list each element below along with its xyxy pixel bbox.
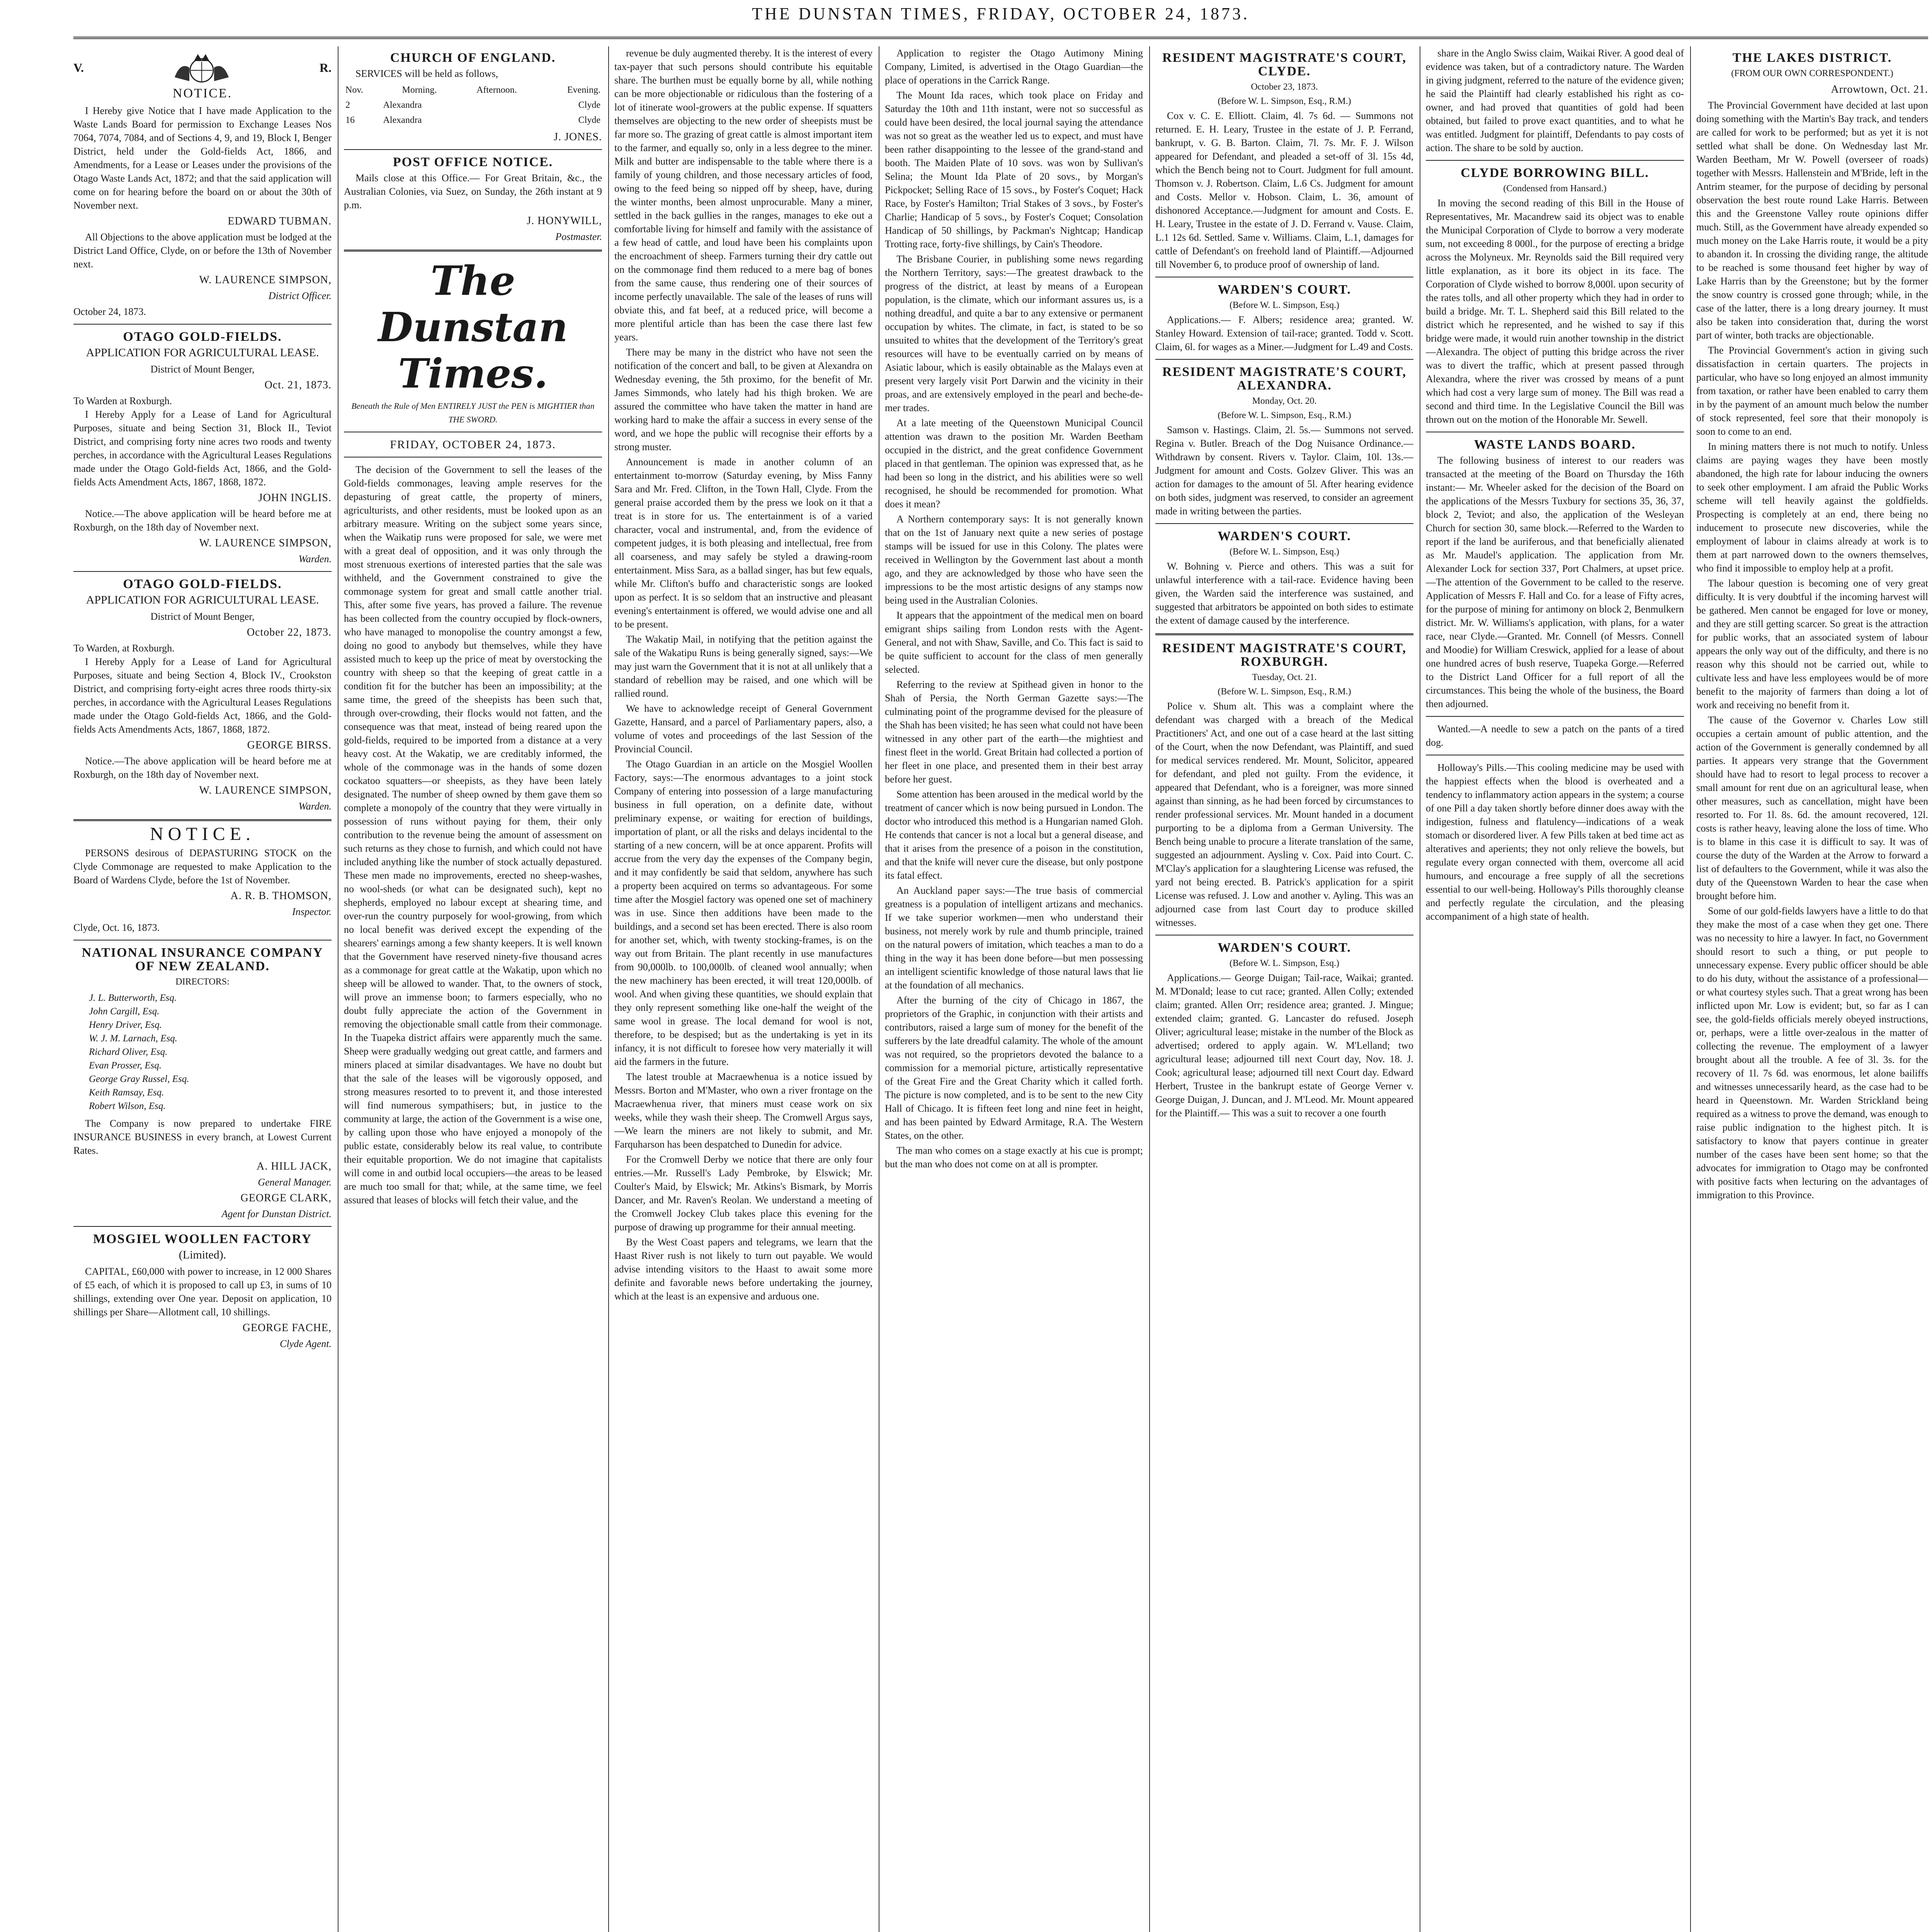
divider (1155, 523, 1413, 524)
column-6 (1426, 46, 1684, 1932)
page-masthead: THE DUNSTAN TIMES, FRIDAY, OCTOBER 24, 1873. (752, 4, 1250, 23)
evening-cell: Clyde (578, 115, 600, 125)
column-5 (1155, 46, 1413, 1932)
director-name: Keith Ramsay, Esq. (89, 1087, 164, 1098)
court-before: (Before W. L. Simpson, Esq., R.M.) (1218, 96, 1351, 106)
article-paragraph: The Provincial Government's action in giving such dissatisfaction in certain quarters. The projects in particular, who have so long enjoyed an almost immunity from taxation, or rather have been enabled to carry them in by the payment of an amount much below the number of stock represented, feel sore that their monopoly is soon to come to an end. (1696, 345, 1928, 437)
royal-crest-icon (167, 50, 236, 85)
notice-heading: NOTICE. (150, 824, 255, 844)
royal-letter-r: R. (319, 60, 332, 75)
court-title: RESIDENT MAGISTRATE'S COURT, CLYDE. (1162, 51, 1406, 78)
court-report: Applications.— F. Albers; residence area; granted. W. Stanley Howard. Extension of tail-race; granted. Todd v. Scott. Claim, 6l. for wages as a Miner.—Judgment for L.49 and Costs. (1155, 314, 1413, 352)
court-report: Applications.— George Duigan; Tail-race, Waikai; granted. M. M'Donald; lease to cut race; granted. Allen Colly; extended claim; granted. Allen Orr; residence area; granted. J. Mingue; extended claim; granted. G. Lancaster do refused. Joseph Oliver; agricultural lease; mistake in the number of the Block as advertised; ordered to apply again. W. M'Lelland; two agricultural lease; adjourned till next Court day, Nov. 18. J. Cook; agricultural lease; adjourned till next Court day. Edward Herbert, Trustee in the bankrupt estate of George Verner v. George Duigan, J. Duncan, and J. M'Leod. Mr. Mount appeared for the Plaintiff.— This was a suit to recover a one fourth (1155, 972, 1413, 1119)
article-paragraph: There may be many in the district who have not seen the notification of the concert and ball, to be given at Alexandra on Wednesday evening, the 5th proximo, for the benefit of Mr. James Simmonds, who lately had his thigh broken. We are assured the committee who have taken the matter in hand are working hard to make the affair a success in every sense of the word, and we hope the public will recognise their efforts by a strong muster. (614, 347, 872, 452)
leader-date: FRIDAY, OCTOBER 24, 1873. (390, 438, 556, 451)
columns-container (73, 46, 1928, 1932)
court-before: (Before W. L. Simpson, Esq., R.M.) (1218, 687, 1351, 697)
article-paragraph: It appears that the appointment of the medical men on board emigrant ships sailing from London rests with the Agent-General, and not with Shaw, Saville, and Co. This fact is said to be quite sufficient to account for the class of men generally selected. (885, 610, 1143, 675)
article-paragraph: Some attention has been aroused in the medical world by the treatment of cancer which is now being pursued in London. The doctor who introduced this method is a Hungarian named Gloh. He contends that cancer is not a local but a general disease, and that it arises from the presence of a poison in the constitution, and that the knife will never cure the disease, but only postpone its fatal effect. (885, 789, 1143, 881)
evening-cell: Clyde (578, 100, 600, 110)
district-line: District of Mount Benger, (150, 611, 255, 622)
director-name: Evan Prosser, Esq. (89, 1060, 162, 1071)
officer-title: District Officer. (268, 290, 332, 301)
court-title: WARDEN'S COURT. (1218, 529, 1351, 543)
application-title: APPLICATION FOR AGRICULTURAL LEASE. (86, 594, 319, 606)
officer-name: W. LAURENCE SIMPSON, (199, 274, 332, 286)
applicant-name: JOHN INGLIS. (258, 492, 332, 504)
day-cell: 2 (345, 100, 350, 110)
header-afternoon: Afternoon. (476, 85, 517, 95)
article-paragraph: An Auckland paper says:—The true basis of commercial greatness is a population of intelligent artizans and mechanics. If we take superior workmen—men who understand their business, not merely work by rule and thumb principle, trained on the natural powers of imitation, which teaches a man to do a thing in the way it has been done before—but men possessing an intelligent scientific knowledge of those natural laws that lie at the foundation of all mechanics. (885, 885, 1143, 991)
article-paragraph: After the burning of the city of Chicago in 1867, the proprietors of the Graphic, in conjunction with their artists and contributors, raised a large sum of money for the benefit of the sufferers by the late dreadful calamity. The whole of the amount was not required, so the proprietors devoted the balance to a commission for a memorial picture, artistically representative of the Great Fire and the Great Charity which it called forth. The picture is now completed, and is to be sent to the new City Hall of Chicago. It is fifteen feet long and nine feet in height, and has been painted by Edward Armitage, R.A. The Western States, on the other. (885, 995, 1143, 1141)
lakes-title: THE LAKES DISTRICT. (1732, 51, 1892, 65)
article-paragraph: A Northern contemporary says: It is not generally known that on the 1st of January next quite a new series of postage stamps will be issued for use in this Colony. The plates were received in Wellington by the Government last about a month ago, and they are acknowledged by those who have seen the impressions to be the most artistic designs of any stamps now being used in the Australian Colonies. (885, 514, 1143, 606)
factory-agent-name: GEORGE FACHE, (242, 1322, 332, 1334)
bill-report: In moving the second reading of this Bill in the House of Representatives, Mr. Macandrew said its object was to enable the Municipal Corporation of Clyde to borrow a very moderate sum, not exceeding 8 000l., for the purpose of erecting a bridge across the Molyneux. Mr. Reynolds said the Bill required very little explanation, as it bore its object in its face. The Corporation of Clyde wished to borrow 8,000l. upon security of the rates tolls, and all other property which they had in order to build a bridge. Mr. T. L. Shepherd said this Bill related to the district which he represented, and he wished to say if this bridge were made, it would ruin another township in the district—Alexandra. The object of putting this bridge across the river was to divert the traffic, which at present passed through Alexandra, where the river was crossed by means of a punt which had cost a very large sum of money. The Bill was read a second and third time. In the Legislative Council the Bill was thrown out on the motion of the Honorable Mr. Sewell. (1426, 197, 1684, 425)
services-row (344, 98, 602, 113)
divider (73, 324, 332, 325)
month-cell: Nov. (345, 85, 363, 95)
court-report: Samson v. Hastings. Claim, 2l. 5s.— Summons not served. Regina v. Butler. Breach of the Dog Nuisance Ordinance.—Withdrawn by consent. Rivers v. Taylor. Claim, 10l. 13s.—Judgment for amount and Costs. Golzev Gliver. This was an action for damages to the amount of 5l. After hearing evidence on both sides, judgment was reserved, to consider an agreement made in writing between the parties. (1155, 424, 1413, 517)
director-name: W. J. M. Larnach, Esq. (89, 1033, 177, 1044)
article-paragraph: In mining matters there is not much to notify. Unless claims are paying wages they have been mostly abandoned, the high rate for labour inducing the owners to seek other employment. I am afraid the Public Works scheme will tell heavily against the goldfields. Prospecting is completely at an end, there being no inducement to prosecute new discoveries, while the employment of labour in claims already at work is to them at part narrowed down to the owners themselves, who find it impossible to employ help at a profit. (1696, 441, 1928, 574)
divider (1155, 633, 1413, 635)
article-paragraph: The Otago Guardian in an article on the Mosgiel Woollen Factory, says:—The enormous advantages to a joint stock Company of entering into possession of a large manufacturing business in full operation, on a definite date, without preliminary expense, or waiting for erection of buildings, importation of plant, or all the risks and delays incidental to the starting of a new concern, will be at once apparent. Profits will accrue from the very day the expenses of the Company begin, and it may confidently be said that seldom, anywhere has such a property been acquired on terms so advantageous. For some time after the Mosgiel factory was opened one set of machinery was in use. Since then additions have been made to the buildings, and a second set has been erected. There is also room for another set, which, with twenty stocking-frames, is on the way out from Britain. The plant recently in use manufactures from 90,000lb. to 100,000lb. of cleaned wool annually; when the new machinery has been erected, it will treat 120,000lb. of wool. And when giving these quantities, we should explain that they only represent something like one-half the weight of the same wool in grease. The local demand for wool is not, therefore, to be despised; but as the undertaking is yet in its infancy, it is not difficult to foresee how very materially it will aid the farmers in the future. (614, 759, 872, 1067)
lakes-dateline: Arrowtown, Oct. 21. (1831, 83, 1928, 95)
notice-signature: EDWARD TUBMAN. (228, 215, 332, 227)
newspaper-motto: Beneath the Rule of Men ENTIRELY JUST the PEN is MIGHTIER than THE SWORD. (351, 401, 595, 424)
inspector-title: Inspector. (292, 906, 332, 917)
minister-name: J. JONES. (554, 131, 602, 143)
commonage-notice-body: PERSONS desirous of DEPASTURING STOCK on the Clyde Commonage are requested to make Application to the Board of Wardens Clyde, before the 1st of November. (73, 847, 332, 886)
divider (1155, 359, 1413, 360)
warden-title: Warden. (298, 553, 332, 565)
masthead-rule (73, 37, 1928, 39)
newspaper-title: The Dunstan Times. (378, 257, 568, 397)
court-date: Tuesday, Oct. 21. (1252, 672, 1317, 682)
article-paragraph: The Wakatip Mail, in notifying that the petition against the sale of the Wakatipu Runs is being generally signed, says:—We may just warn the Government that it is not at all unlikely that a standard of rebellion may be raised, and one which will be rallied round. (614, 634, 872, 699)
warden-title: Warden. (298, 801, 332, 812)
church-body: SERVICES will be held as follows, (355, 68, 498, 79)
article-paragraph: The Provincial Government have decided at last upon doing something with the Martin's Bay track, and tenders are called for work to be performed; but as yet it is not settled what shall be done. On Wednesday last Mr. Warden Beetham, Mr W. Powell (overseer of roads) together with Messrs. Hallenstein and M'Bride, left in the Antrim steamer, for the purpose of deciding by personal observation the best route round Lake Harris. Between this and the Greenstone Valley route opinions differ much. Still, as the Government have already expended so much money on the Lake Harris route, it would be a pity to abandon it. In crossing the dividing range, the altitude to be reached is some thousand feet higher by way of Lake Harris than by the Greenstone; but by the former the snow country is crossed gone through; while, in the case of the latter, there is a long dreary journey. It must also be taken into consideration that, during the worst part of winter, both tracks are objectionable. (1696, 100, 1928, 341)
hearing-notice: Notice.—The above application will be heard before me at Roxburgh, on the 18th day of November next. (73, 508, 332, 533)
court-title: RESIDENT MAGISTRATE'S COURT, ROXBURGH. (1162, 641, 1406, 669)
article-paragraph: The man who comes on a stage exactly at his cue is prompt; but the man who does not come on at all is prompter. (885, 1145, 1143, 1170)
court-date: Monday, Oct. 20. (1252, 396, 1317, 406)
application-date: Oct. 21, 1873. (264, 379, 332, 391)
addressee: To Warden, at Roxburgh. (73, 643, 175, 654)
warden-name: W. LAURENCE SIMPSON, (199, 784, 332, 796)
goldfields-title: OTAGO GOLD-FIELDS. (123, 330, 282, 344)
application-body: I Hereby Apply for a Lease of Land for Agricultural Purposes, situate and being Section 4, Block IV., Crookston District, and comprising forty-eight acres three roods thirty-six perches, in accordance with the Agricultural Leases Regulations made under the Otago Gold-fields Act, 1866, and the Gold-fields Acts Amendments Acts, 1867, 1868, 1872. (73, 656, 332, 735)
agent-name: GEORGE CLARK, (240, 1192, 332, 1204)
director-name: George Gray Russel, Esq. (89, 1074, 189, 1084)
article-paragraph: Announcement is made in another column of an entertainment to-morrow (Saturday evening, by Miss Fanny Sara and Mr. Fred. Clifton, in the Town Hall, Clyde. From the general praise accorded them by the press we look on it that a treat is in store for us. The entertainment is of a varied character, vocal and instrumental, and, from the evidence of competent judges, it is both pleasing and intellectual, free from all coarseness, and may safely be styled a drawing-room entertainment. Miss Sara, as a ballad singer, has but few equals, while Mr. Clifton's buffo and characteristic songs are looked upon as perfect. It is so seldom that an instructive and pleasant evening's entertainment is offered, we would advise one and all to be present. (614, 456, 872, 630)
factory-subtitle: (Limited). (179, 1248, 226, 1261)
postmaster-name: J. HONYWILL, (527, 215, 602, 227)
article-paragraph: The latest trouble at Macraewhenua is a notice issued by Messrs. Borton and M'Master, who own a river frontage on the Macraewhenua river, that miners must cease work on six weeks, while they wash their sheep. The Cromwell Argus says,—We learn the miners are not likely to submit, and Mr. Farquharson has been despatched to Dunedin for advice. (614, 1071, 872, 1150)
directors-list (89, 991, 332, 1113)
divider (1426, 716, 1684, 717)
article-paragraph: We have to acknowledge receipt of General Government Gazette, Hansard, and a parcel of Parliamentary papers, also, a volume of votes and proceedings of the last Session of the Provincial Council. (614, 703, 872, 755)
waste-lands-report: The following business of interest to our readers was transacted at the meeting of the Board on Thursday the 16th instant:— Mr. Wheeler asked for the decision of the Board on the applications of the Messrs Tuxbury for sections 35, 36, 37, block 2, Teviot; and also, the application of the Wesleyan Church for section 30, same block.—Referred to the Warden to report if the land be auriferous, and that beneficially alienated as Mr. Maudel's application. The application from Mr. Alexander Lock for section 337, Port Chalmers, at upset price.—The attention of the Government to be called to the reserve. Application of Messrs F. Hall and Co. for a lease of Fifty acres, for the purpose of mining for antimony on block 2, Benmulkern district. Mr. W. Williams's application, with plans, for a water race, near Clyde.—Granted. Mr. Connell (of Messrs. Connell and Moodie) for William Creswick, applied for a lease of about one hundred acres of bush reserve, Tuapeka Gorge.—Referred to the District Land Officer for a full report of all the circumstances. This being the whole of the business, the Board then adjourned. (1426, 455, 1684, 709)
factory-title: MOSGIEL WOOLLEN FACTORY (93, 1232, 312, 1246)
directors-label: DIRECTORS: (175, 977, 230, 987)
divider (73, 819, 332, 821)
notice-date: Clyde, Oct. 16, 1873. (73, 922, 160, 933)
divider (73, 571, 332, 572)
header-morning: Morning. (402, 85, 437, 95)
header-evening: Evening. (567, 85, 600, 95)
post-office-title: POST OFFICE NOTICE. (393, 155, 553, 169)
divider (344, 250, 602, 252)
wanted-notice: Wanted.—A needle to sew a patch on the pants of a tired dog. (1426, 723, 1684, 748)
court-before: (Before W. L. Simpson, Esq.) (1230, 958, 1339, 968)
afternoon-cell (457, 113, 536, 128)
article-paragraph: The Brisbane Courier, in publishing some news regarding the Northern Territory, says:—The greatest drawback to the progress of the district, at least by means of a European population, is the climate, which our informant assures us, is a nothing dreadful, and quite a bar to any extensive or permanent occupation by whites. The climate, in fact, is stated to be so unsuited to whites that the development of the Territory's great resources will have to be eventually carried on by means of Asiatic labour, which is easily obtainable as the Malays even at present very largely visit Port Darwin and the vicinity in their proas, and are extensively employed in the pearl and beche-de-mer trades. (885, 253, 1143, 413)
services-row (344, 113, 602, 128)
column-3 (614, 46, 872, 1932)
services-table (344, 83, 602, 128)
notice-body: I Hereby give Notice that I have made Application to the Waste Lands Board for permission to Exchange Leases Nos 7064, 7074, 7084, and of Sections 4, 9, and 19, Block I, Benger District, held under the Gold-fields Act, 1866, and Amendments, for a Lease or Leases under the provisions of the Otago Waste Lands Act, 1872; and that the said application will come on for hearing before the board on or about the 30th of November next. (73, 105, 332, 211)
article-paragraph: The labour question is becoming one of very great difficulty. It is very doubtful if the incoming harvest will be gathered. Men cannot be engaged for love or money, and they are still getting scarcer. So great is the attraction for public works, that an associated system of labour appears the only way out of the difficulty, and there is no reason why this should not be carried out, while to cultivate less and have less employees would be of more benefit to the majority of farmers than doing a lot of work and receiving no benefit from it. (1696, 578, 1928, 711)
church-title: CHURCH OF ENGLAND. (390, 51, 556, 65)
director-name: J. L. Butterworth, Esq. (89, 993, 177, 1003)
column-7 (1696, 46, 1928, 1932)
district-line: District of Mount Benger, (150, 364, 255, 375)
director-name: Robert Wilson, Esq. (89, 1101, 166, 1111)
court-report: Police v. Shum alt. This was a complaint where the defendant was charged with a breach of the Medical Practitioners' Act, and one out of a case heard at the last sitting of the Court, when the now Defendant, was Plaintiff, and sued for medical services rendered. Mr. Mount, Solicitor, appeared for defendant, and pled not guilty. From the evidence, it appeared that Defendant, who is a foreigner, was more sinned against than sinning, as he had been forced by circumstances to render professional services. Mr. Mount handed in a document purporting to be a diploma from a German University. The Bench being unable to procure a literate translation of the same, suggested an adjournment. Aysling v. Cox. Paid into Court. C. M'Clay's application for a slaughtering License was refused, the yard not being erected. B. Patrick's application for a spirit License was refused. J. Low and another v. Ayling. This was an adjourned case from last Court day to produce skilled witnesses. (1155, 701, 1413, 928)
court-report-continued: share in the Anglo Swiss claim, Waikai River. A good deal of evidence was taken, but of a contradictory nature. The Warden in giving judgment, referred to the nature of the evidence given; he said the Plaintiff had clearly established his right as co-owner, and had proved that quantities of gold had been obtained, but failed to prove exact quantities, and to what he was entitled. Judgment for plaintiff, Defendants to pay costs of action. The share to be sold by auction. (1426, 48, 1684, 153)
royal-letter-v: V. (73, 60, 84, 75)
notice-title: NOTICE. (172, 86, 233, 100)
postmaster-title: Postmaster. (555, 231, 602, 242)
morning-cell: Alexandra (383, 115, 422, 125)
factory-agent-title: Clyde Agent. (280, 1338, 332, 1349)
hearing-notice: Notice.—The above application will be heard before me at Roxburgh, on the 18th day of November next. (73, 755, 332, 780)
holloway-advert: Holloway's Pills.—This cooling medicine may be used with the happiest effects when the blood is overheated and a tendency to inflammatory action appears in the system; a course of one Pill a day taken shortly before dinner does away with the indigestion, fulness and flatulency—indications of a weak stomach or disordered liver. A few Pills taken at bed time act as alteratives and aperients; they not only relieve the bowels, but regulate every organ connected with them, overcome all acid humours, and encourage a free supply of all the secretions essential to our well-being. Holloway's Pills thoroughly cleanse and perfectly regulate the circulation, and the pleasing accompaniment of a high state of health. (1426, 762, 1684, 922)
director-name: Richard Oliver, Esq. (89, 1047, 168, 1057)
divider (344, 149, 602, 150)
court-title: WARDEN'S COURT. (1218, 940, 1351, 955)
waste-lands-title: WASTE LANDS BOARD. (1474, 437, 1636, 452)
insurance-title: NATIONAL INSURANCE COMPANY OF NEW ZEALAND. (82, 946, 323, 973)
manager-title: General Manager. (258, 1177, 332, 1188)
morning-cell: Alexandra (383, 100, 422, 110)
divider (73, 1226, 332, 1227)
article-paragraph: For the Cromwell Derby we notice that there are only four entries.—Mr. Russell's Lady Pembroke, by Elswick; Mr. Coulter's Maid, by Elswick; Mr. Atkins's Bismark, by Morris Dancer, and Mr. Raven's Reolan. We understand a meeting of the Cromwell Jockey Club takes place this evening for the purpose of drawing up programme for their annual meeting. (614, 1154, 872, 1233)
article-paragraph: At a late meeting of the Queenstown Municipal Council attention was drawn to the position Mr. Warden Beetham occupied in the district, and the great confidence Government placed in that gentleman. The opinion was expressed that, as he had been so long in the district, and his abilities were so well recognised, he should be recommended for promotion. What does it mean? (885, 417, 1143, 510)
director-name: John Cargill, Esq. (89, 1006, 160, 1017)
application-body: I Hereby Apply for a Lease of Land for Agricultural Purposes, situate and being Section 31, Block II., Teviot District, and comprising forty nine acres two roods and twenty perches, in accordance with the Agricultural Leases Regulations made under the Otago Gold-fields Act, 1866, and the Gold-fields Acts Amendment Acts, 1867, 1868, 1872. (73, 409, 332, 488)
article-paragraph: Some of our gold-fields lawyers have a little to do that they make the most of a case when they get one. There was no necessity to hire a lawyer. In fact, no Government should resort to such a thing, or put people to unnecessary expense. Every public officer should be able to do his duty, without the assistance of a professional—or what courtesy styles such. That a great wrong has been inflicted upon Mr. Low is evident; but, so far as I can see, the gold-fields officials merely obeyed instructions, or, perhaps, were a little over-zealous in the matter of collecting the revenue. The employment of a lawyer brought about all the trouble. A fee of 3l. 3s. for the recovery of 1l. 7s 6d. was enormous, let alone bailiffs and witnesses unnecessarily heard, as the case had to be heard in Queenstown. Mr. Warden Strickland being required as a witness to prove the demand, was enough to raise public indignation to the highest pitch. It is satisfactory to know that payers continue in greater number of the cases have been sent home; so that the advocates for immigration to Otago may be confronted with positive facts when lecturing on the advantages of immigration to this Province. (1696, 905, 1928, 1201)
court-before: (Before W. L. Simpson, Esq.) (1230, 547, 1339, 557)
column-rule (608, 46, 609, 1932)
lakes-subtitle: (FROM OUR OWN CORRESPONDENT.) (1731, 68, 1893, 78)
column-1 (73, 46, 332, 1932)
article-paragraph: Application to register the Otago Autimony Mining Company, Limited, is advertised in the Otago Guardian—the place of operations in the Carrick Range. (885, 48, 1143, 86)
day-cell: 16 (345, 115, 355, 125)
application-title: APPLICATION FOR AGRICULTURAL LEASE. (86, 346, 319, 359)
bill-title: CLYDE BORROWING BILL. (1461, 166, 1649, 180)
factory-body: CAPITAL, £60,000 with power to increase, in 12 000 Shares of £5 each, of which it is proposed to call up £3, in sums of 10 shillings, extending over One year. Deposit on application, 10 shillings per Share—Allotment call, 10 shillings. (73, 1266, 332, 1318)
agent-title: Agent for Dunstan District. (221, 1208, 332, 1219)
notice-date: October 24, 1873. (73, 306, 146, 317)
warden-name: W. LAURENCE SIMPSON, (199, 537, 332, 549)
court-before: (Before W. L. Simpson, Esq., R.M.) (1218, 410, 1351, 420)
goldfields-title: OTAGO GOLD-FIELDS. (123, 577, 282, 591)
court-date: October 23, 1873. (1251, 82, 1318, 92)
bill-subtitle: (Condensed from Hansard.) (1503, 184, 1607, 194)
article-paragraph: By the West Coast papers and telegrams, we learn that the Haast River rush is not likely to turn out payable. We would advise intending visitors to the Haast to await some more definite and favorable news before undertaking the journey, which at the least is an expensive and arduous one. (614, 1236, 872, 1302)
court-before: (Before W. L. Simpson, Esq.) (1230, 300, 1339, 310)
insurance-body: The Company is now prepared to undertake FIRE INSURANCE BUSINESS in every branch, at Lowest Current Rates. (73, 1118, 332, 1156)
column-2 (344, 46, 602, 1932)
leader-article: The decision of the Government to sell the leases of the Gold-fields commonages, leaving ample reserves for the depasturing of great cattle, the property of miners, agriculturists, and other residents, must be looked upon as an arbitrary measure. Writing on the subject some years since, when the Waikatip runs were proposed for sale, we were met with a great deal of opposition, and it was only through the most strenuous exertions of interested parties that the sale was withheld, and the Government constrained to give the commonage system for great and small cattle another trial. This, after some five years, has proved a failure. The revenue has been collected from the country occupied by flock-owners, who have managed to monopolise the country amongst a few, doing no good to anybody but themselves, while they have assisted much to keep up the price of meat by overstocking the country with sheep so that the keeping of great cattle in a condition fit for the butcher has been an impossibility; at the same time, the greed of the sheepists has been such that, through over-crowding, their flocks would not fatten, and the consequence was that meat, instead of being reared upon the gold-fields, required to be imported from a distance at a very heavy cost. At the Wakatip, we are creditably informed, the whole of the commonage was in the hands of some dozen cockatoo squatters—or sheepists, as they have been lately designated. The number of sheep owned by them gave them so complete a monopoly of the country that they were virtually in possession of runs without paying for them, their only contribution to the revenue being the amount of assessment on such returns as they chose to furnish, and which could not have included anything like the number of stock actually depastured. These men made no improvements, erected no sheep-washes, no wool-sheds (or what can be designated such), kept no shepherds, employed no labour except at shearing time, and over-run the country purposely for wool-growing, from which no local benefit was derived except the expending of the shearers' earnings among a few shanty keepers. It is well known that the Government have reserved ninety-five thousand acres as a commonage for great cattle at the Wakatip, upon which no sheep will be allowed to wander. That, to the owners of stock, will prove an immense boon; to farmers especially, who no doubt fully appreciate the action of the Government in removing the objectionable small cattle from their commonage. In the Tuapeka district affairs were apparently much the same. Sheep were gradually wedging out great cattle, and farmers and miners placed at similar disadvantages. We have no doubt but that the sale of the leases will be vigorously opposed, and strong measures resorted to to prevent it, and those interested will find numerous sympathisers; but, in justice to the community at large, the action of the Government is a wise one, by calling upon those who have enjoyed a monopoly of the public estate, considerably below its real value, to contribute their equitable proportion. We do not imagine that capitalists will come in and outbid local occupiers—the areas to be leased are much too small for that; while, at the same time, we feel assured that leases of blocks will fetch their value, and the (344, 464, 602, 1206)
objection-note: All Objections to the above application must be lodged at the District Land Office, Clyde, on or before the 13th of November next. (73, 231, 332, 270)
article-paragraph: revenue be duly augmented thereby. It is the interest of every tax-payer that such persons should contribute his equitable share. The burthen must be equally borne by all, while nothing can be more objectionable or ridiculous than the fostering of a lot of itinerate wool-growers at the public expense. If squatters themselves are objecting to the new order of sheepists must be far more so. The grazing of great cattle is almost important item to the farmer, and equally so, only in a less degree to the miner. Milk and butter are indispensable to the table where there is a family of young children, and those necessary articles of food, owing to the feed being so nipped off by sheep, have, during the winter months, been almost unprocurable. Many a miner, settled in the back gullies in the ranges, manages to eke out a comfortable living for himself and family with the assistance of a few head of cattle, and loud have been his complaints upon the encroachment of sheep. Farmers turning their dry cattle out on the commonage find them reduced to a mere bag of bones from the same cause, thus rendering one of their sources of income perfectly unavailable. The sale of the leases of runs will obviate this, and fat beef, at a reduced price, will become a more plentiful article than has been the case there last few years. (614, 48, 872, 343)
column-4 (885, 46, 1143, 1932)
article-paragraph: The cause of the Governor v. Charles Low still occupies a certain amount of public attention, and the action of the Government is generally condemned by all parties. It appears very strange that the Government should have had to resort to legal process to recover a small amount for rent due on an agricultural lease, when other measures, such as cancellation, might have been resorted to. For 1l. 8s. 6d. the amount recovered, 12l. costs is rather heavy, leaving alone the loss of time. Who is to blame in this case it is difficult to say. It was of course the duty of the Warden at the Arrow to forward a list of defaulters to the Government, while it was also the duty of the Queenstown Warden to hear the case when brought before him. (1696, 714, 1928, 901)
royal-crest-row (73, 50, 332, 85)
divider (1426, 160, 1684, 161)
addressee: To Warden at Roxburgh. (73, 395, 172, 406)
article-paragraph: Referring to the review at Spithead given in honor to the Shah of Persia, the North German Gazette says:—The culminating point of the programme devised for the pleasure of the Shah has been visited; he has seen what could not have been witnessed in any other part of the earth—the mightiest and finest fleet in the world. Great Britain had collected a portion of her fleet in one place, and presented them in their best array before her guest. (885, 679, 1143, 785)
application-date: October 22, 1873. (247, 626, 332, 638)
court-title: WARDEN'S COURT. (1218, 282, 1351, 297)
director-name: Henry Driver, Esq. (89, 1020, 162, 1030)
inspector-name: A. R. B. THOMSON, (230, 890, 332, 902)
article-paragraph: The Mount Ida races, which took place on Friday and Saturday the 10th and 11th instant, were not so successful as could have been desired, the local journal saying the attendance was not so great as the weather led us to expect, and must have been rather disappointing to the lessee of the grand-stand and booth. The Maiden Plate of 10 sovs. was won by Sullivan's Selina; the Mount Ida Plate of 20 sovs., by Morgan's Pickpocket; Selling Race of 15 sovs., by Foster's Coquet; Hack Race, by Foster's Hamilton; Trial Stakes of 3 sovs., by Foster's Charlie; Handicap of 5 sovs., by Foster's Coquet; Consolation Handicap of 50 shillings, by Packman's Nightcap; Handicap Trotting race, forty-five shillings, by Cain's Theodore. (885, 90, 1143, 250)
manager-name: A. HILL JACK, (257, 1160, 332, 1172)
services-header-row (344, 83, 602, 98)
court-report: Cox v. C. E. Elliott. Claim, 4l. 7s 6d. — Summons not returned. E. H. Leary, Trustee in the estate of J. P. Ferrand, bankrupt, v. G. B. Barton. Claim, 7l. 7s. Mr. F. J. Wilson appeared for Defendant, and pleaded a set-off of 3l. 15s 4d, which the Bench being not to Court. Judgment for full amount. Thomson v. J. Robertson. Claim, L.6 Cs. Judgment for amount and Costs. Mellor v. Hobson. Claim, L. 36, amount of dishonored Acceptance.—Judgment for amount and Costs. E. H. Leary, Trustee in the estate of J. D. Ferrand v. Vause. Claim, L.1 12s 6d. Settled. Same v. Williams. Claim, L.1, damages for cattle of Defendant's on freehold land of Plaintiff.—Adjourned till November 6, to produce proof of ownership of land. (1155, 110, 1413, 270)
afternoon-cell (457, 98, 536, 113)
post-office-body: Mails close at this Office.— For Great Britain, &c., the Australian Colonies, via Suez, on Sunday, the 26th instant at 9 p.m. (344, 172, 602, 211)
applicant-name: GEORGE BIRSS. (247, 739, 332, 751)
column-rule (1690, 46, 1691, 1932)
court-report: W. Bohning v. Pierce and others. This was a suit for unlawful interference with a tail-race. Evidence having been given, the Warden said the interference was sustained, and suggested that arbitrators be appointed on both sides to estimate the extent of damage caused by the interference. (1155, 561, 1413, 626)
column-rule (1149, 46, 1150, 1932)
court-title: RESIDENT MAGISTRATE'S COURT, ALEXANDRA. (1162, 365, 1406, 393)
